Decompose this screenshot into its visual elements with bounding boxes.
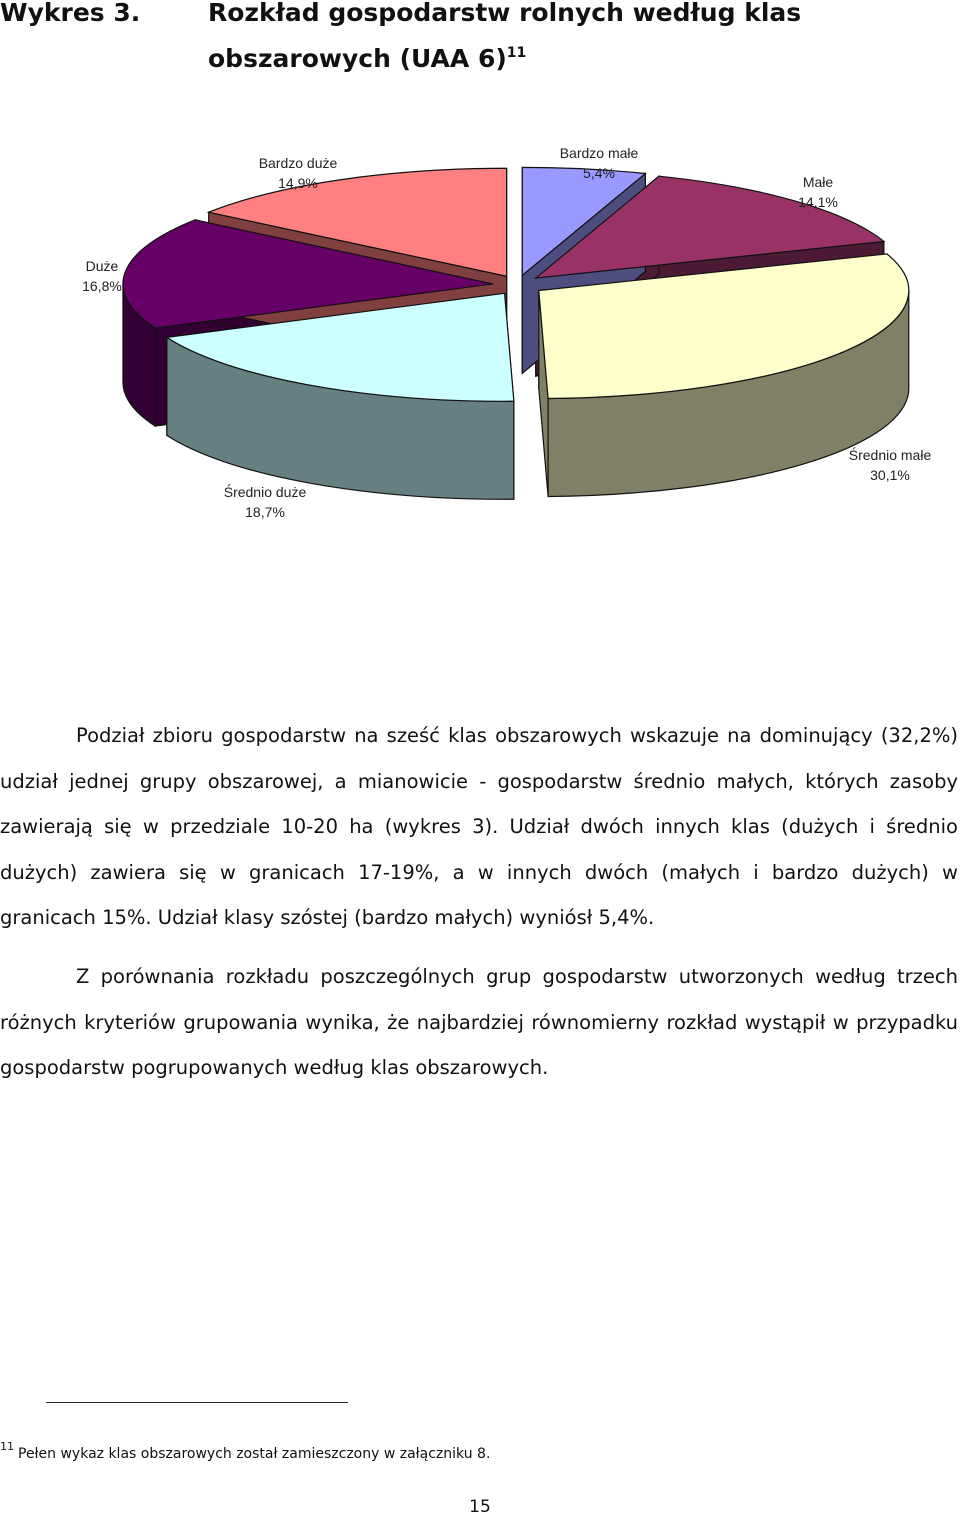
slice-value-label: 14,9%	[278, 175, 318, 191]
figure-title-line1: Rozkład gospodarstw rolnych według klas	[208, 0, 802, 27]
figure-title-text: obszarowych (UAA 6)	[208, 44, 507, 73]
footnote-number: 11	[0, 1440, 14, 1453]
slice-value-label: 30,1%	[870, 467, 910, 483]
footnote	[0, 1440, 490, 1462]
slice-label: Średnio duże	[223, 484, 307, 500]
slice-value-label: 16,8%	[82, 278, 122, 294]
slice-label: Średnio małe	[848, 447, 932, 463]
paragraph-2: Z porównania rozkładu poszczególnych grup gospodarstw utworzonych według trzech różnych kryteriów grupowania wynika, że najbardziej równomierny rozkład wystąpił w przypadku gospodarstw pogrupowanych według klas obszarowych.	[0, 965, 958, 1079]
footnote-reference: 11	[506, 45, 527, 61]
footnote-separator	[46, 1402, 348, 1403]
slice-value-label: 14,1%	[798, 194, 838, 210]
slice-label: Małe	[802, 174, 834, 190]
page-number: 15	[469, 1497, 491, 1517]
slice-value-label: 5,4%	[583, 165, 615, 181]
slice-label: Bardzo małe	[559, 145, 639, 161]
pie-chart	[0, 130, 960, 530]
footnote-text: Pełen wykaz klas obszarowych został zamieszczony w załączniku 8.	[18, 1446, 491, 1462]
paragraph-1: Podział zbioru gospodarstw na sześć klas obszarowych wskazuje na dominujący (32,2%) udział jednej grupy obszarowej, a mianowicie - gospodarstw średnio małych, których zasoby zawierają się w przedziale 10-20 ha (wykres 3). Udział dwóch innych klas (dużych i średnio dużych) zawiera się w granicach 17-19%, a w innych dwóch (małych i bardzo dużych) w granicach 15%. Udział klasy szóstej (bardzo małych) wyniósł 5,4%.	[0, 724, 958, 929]
slice-value-label: 18,7%	[245, 504, 285, 520]
slice-label: Bardzo duże	[258, 155, 338, 171]
figure-title-line2	[208, 44, 526, 73]
slice-label: Duże	[85, 258, 119, 274]
figure-label: Wykres 3.	[0, 0, 141, 27]
